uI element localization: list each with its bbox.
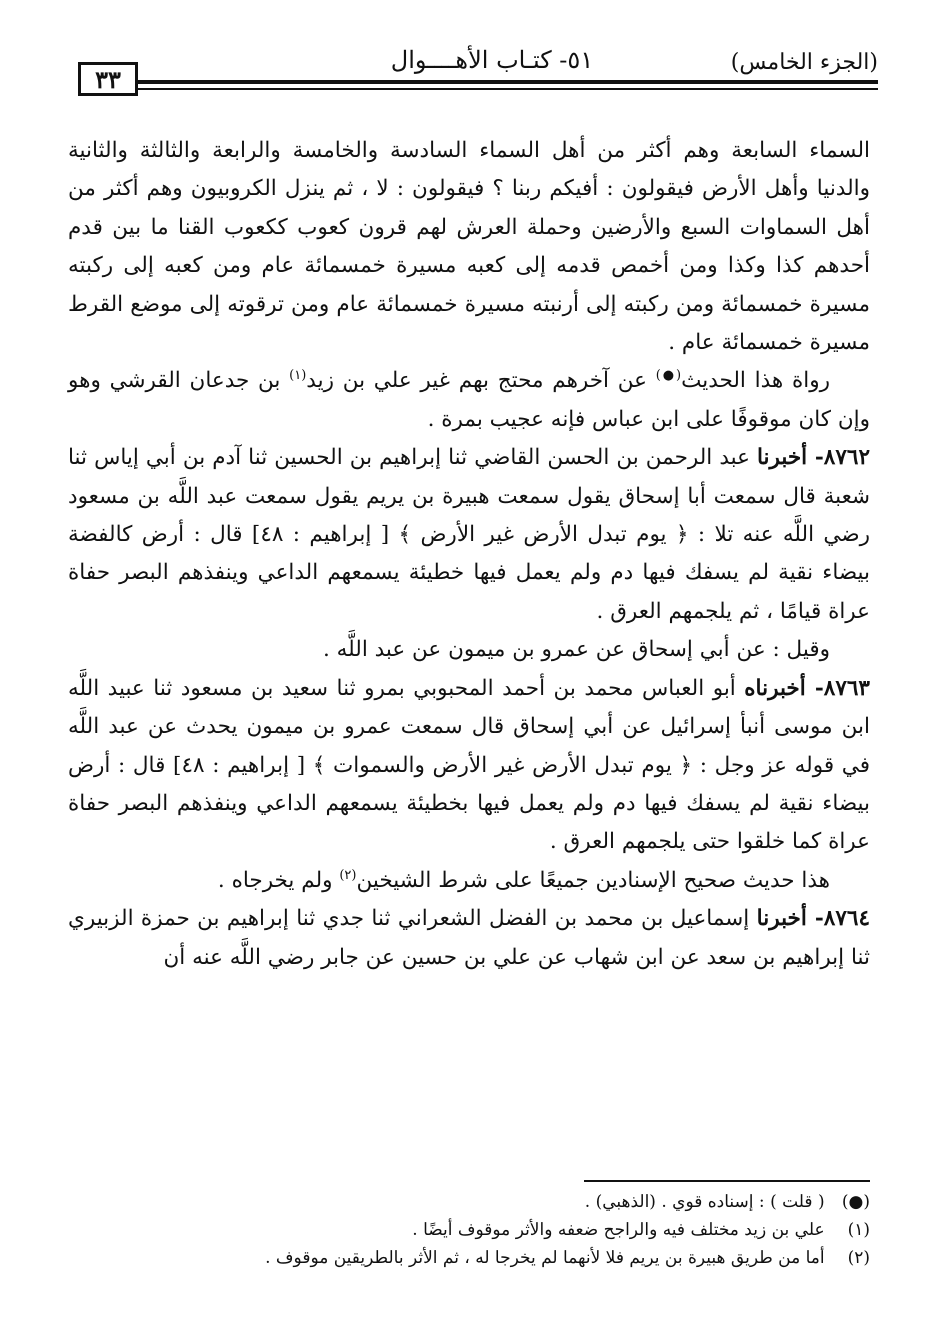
entry-text: إسماعيل بن محمد بن الفضل الشعراني ثنا جدي ثنا إبراهيم بن حمزة الزبيري ثنا إبراهيم بن سعد عن ابن شهاب عن علي بن حسين عن جابر رضي اللَّه عنه أن — [68, 906, 870, 970]
text-span: عن آخرهم محتج بهم غير علي بن زيد — [306, 368, 656, 394]
page-header — [72, 42, 878, 112]
entry-lead-word: أخبرنا — [757, 445, 808, 471]
entry-number: ٨٧٦٣- — [805, 675, 870, 701]
text-span: رواة هذا الحديث — [681, 368, 830, 394]
footnote-ref-1[interactable]: (١) — [289, 368, 307, 384]
paragraph-continuation: السماء السابعة وهم أكثر من أهل السماء السادسة والخامسة والرابعة والثالثة والثانية والدنيا وأهل الأرض فيقولون : أفيكم ربنا ؟ فيقولون : لا ، ثم ينزل الكروبيون وهم أكثر من أهل السماوات السبع والأرضين وحملة العرش لهم قرون كعوب ككعوب القنا ما بين قدم أحدهم كذا وكذا ومن أخمص قدمه إلى كعبه مسيرة خمسمائة عام ومن كعبه إلى ركبته مسيرة خمسمائة ومن ركبته إلى أرنبته مسيرة خمسمائة عام ومن ترقوته إلى موضع القرط مسيرة خمسمائة عام . — [68, 138, 870, 356]
entry-lead-word: أخبرناه — [744, 675, 806, 701]
entry-text: عبد الرحمن بن الحسن القاضي ثنا إبراهيم بن الحسين ثنا آدم بن أبي إياس ثنا شعبة قال سمعت أبا إسحاق يقول سمعت هبيرة بن يريم يقول سمعت عبد اللَّه بن مسعود رضي اللَّه عنه تلا : ﴿ يوم تبدل الأرض غير الأرض ﴾ [ إبراهيم : ٤٨] قال : أرض كالفضة بيضاء نقية لم يسفك فيها دم ولم يعمل فيها خطيئة يسمعهم الداعي وينفذهم البصر حفاة عراة قيامًا ، ثم يلجمهم العرق . — [68, 445, 870, 624]
footnote-separator — [584, 1180, 870, 1182]
hadith-entry-8764 — [68, 900, 870, 977]
footnote-mark: (١) — [847, 1220, 870, 1240]
chapter-title: ٥١- كتـاب الأهــــوال — [390, 46, 594, 74]
footnote-item — [68, 1216, 870, 1244]
entry-text: أبو العباس محمد بن أحمد المحبوبي بمرو ثنا سعيد بن مسعود ثنا عبيد اللَّه ابن موسى أنبأ إسرائيل عن أبي إسحاق قال سمعت عمرو بن ميمون يحدث عن عبد اللَّه في قوله عز وجل : ﴿ يوم تبدل الأرض غير الأرض والسموات ﴾ [ إبراهيم : ٤٨] قال : أرض بيضاء نقية لم يسفك فيها دم ولم يعمل فيها بخطيئة يسمعهم الداعي وينفذهم البصر حفاة عراة كما خلقوا حتى يلجمهم العرق . — [68, 675, 870, 855]
header-rule-thin — [138, 88, 878, 90]
text-span: ولم يخرجاه . — [217, 867, 340, 893]
main-text — [68, 132, 870, 977]
entry-lead-word: أخبرنا — [756, 906, 807, 932]
entry-number: ٨٧٦٢- — [807, 445, 870, 471]
paragraph-narrators — [68, 362, 870, 439]
entry-number: ٨٧٦٤- — [806, 906, 870, 932]
hadith-entry-8762 — [68, 439, 870, 631]
hadith-entry-8763 — [68, 670, 870, 862]
footnote-text: علي بن زيد مختلف فيه والراجح ضعفه والأثر موقوف أيضًا . — [412, 1220, 825, 1240]
page-number: ٣٣ — [78, 62, 138, 96]
paragraph-grading — [68, 862, 870, 900]
footnote-item — [68, 1244, 870, 1272]
footnote-mark: (●) — [841, 1192, 870, 1212]
text-span: هذا حديث صحيح الإسنادين جميعًا على شرط الشيخين — [356, 867, 830, 893]
footnote-item — [68, 1188, 870, 1216]
footnote-mark: (٢) — [847, 1248, 870, 1268]
paragraph-qil: وقيل : عن أبي إسحاق عن عمرو بن ميمون عن عبد اللَّه . — [322, 637, 830, 663]
footnote-text: أما من طريق هبيرة بن يريم فلا لأنهما لم يخرجا له ، ثم الأثر بالطريقين موقوف . — [265, 1248, 825, 1268]
header-rule — [138, 80, 878, 84]
footnote-text: ( قلت ) : إسناده قوي . (الذهبي) . — [584, 1192, 825, 1212]
footnote-ref-star[interactable]: (●) — [655, 368, 682, 384]
footnotes — [68, 1188, 870, 1272]
book-volume-title: (الجزء الخامس) — [730, 50, 878, 75]
text-span: بن جدعان القرشي وهو وإن كان موقوفًا على ابن عباس فإنه عجيب بمرة . — [68, 368, 870, 432]
footnote-ref-2[interactable]: (٢) — [339, 867, 357, 883]
